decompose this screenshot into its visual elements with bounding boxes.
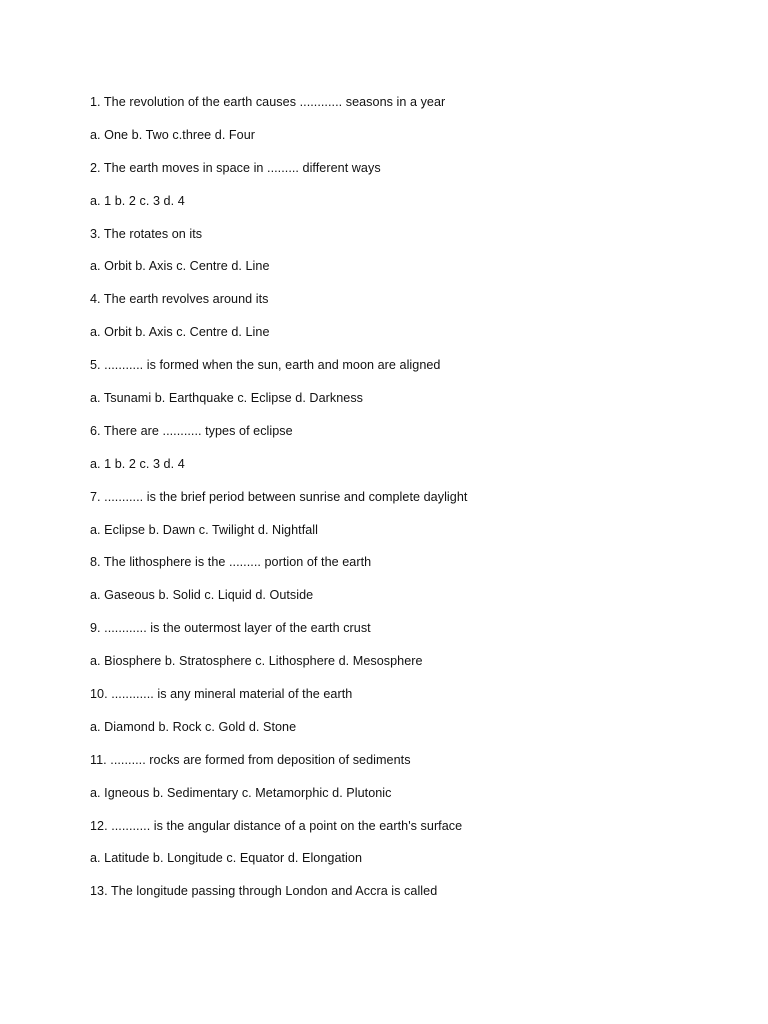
options-10: a. Diamond b. Rock c. Gold d. Stone (90, 719, 297, 734)
options-4: a. Orbit b. Axis c. Centre d. Line (90, 325, 270, 340)
options-7: a. Eclipse b. Dawn c. Twilight d. Nightfall (90, 522, 319, 537)
question-13: 13. The longitude passing through London and Accra is called (90, 884, 438, 899)
question-1: 1. The revolution of the earth causes ............ seasons in a year (90, 95, 446, 109)
question-12: 12. ........... is the angular distance of a point on the earth's surface (90, 818, 463, 833)
question-7: 7. ........... is the brief period between sunrise and complete daylight (90, 489, 468, 504)
options-3: a. Orbit b. Axis c. Centre d. Line (90, 259, 270, 274)
question-4: 4. The earth revolves around its (90, 292, 269, 307)
options-6: a. 1 b. 2 c. 3 d. 4 (90, 456, 185, 471)
options-11: a. Igneous b. Sedimentary c. Metamorphic d. Plutonic (90, 785, 392, 800)
options-9: a. Biosphere b. Stratosphere c. Lithosphere d. Mesosphere (90, 654, 423, 669)
options-5: a. Tsunami b. Earthquake c. Eclipse d. Darkness (90, 391, 364, 406)
question-6: 6. There are ........... types of eclipse (90, 423, 293, 438)
question-8: 8. The lithosphere is the ......... portion of the earth (90, 555, 372, 570)
question-2: 2. The earth moves in space in ......... different ways (90, 160, 381, 175)
question-11: 11. .......... rocks are formed from deposition of sediments (90, 752, 411, 767)
options-12: a. Latitude b. Longitude c. Equator d. Elongation (90, 851, 363, 866)
options-2: a. 1 b. 2 c. 3 d. 4 (90, 193, 185, 208)
question-list (90, 93, 730, 915)
options-1: a. One b. Two c.three d. Four (90, 127, 256, 142)
question-3: 3. The rotates on its (90, 226, 203, 241)
options-8: a. Gaseous b. Solid c. Liquid d. Outside (90, 588, 314, 603)
question-5: 5. ........... is formed when the sun, earth and moon are aligned (90, 358, 441, 373)
question-10: 10. ............ is any mineral material of the earth (90, 687, 353, 702)
question-9: 9. ............ is the outermost layer of the earth crust (90, 621, 371, 636)
